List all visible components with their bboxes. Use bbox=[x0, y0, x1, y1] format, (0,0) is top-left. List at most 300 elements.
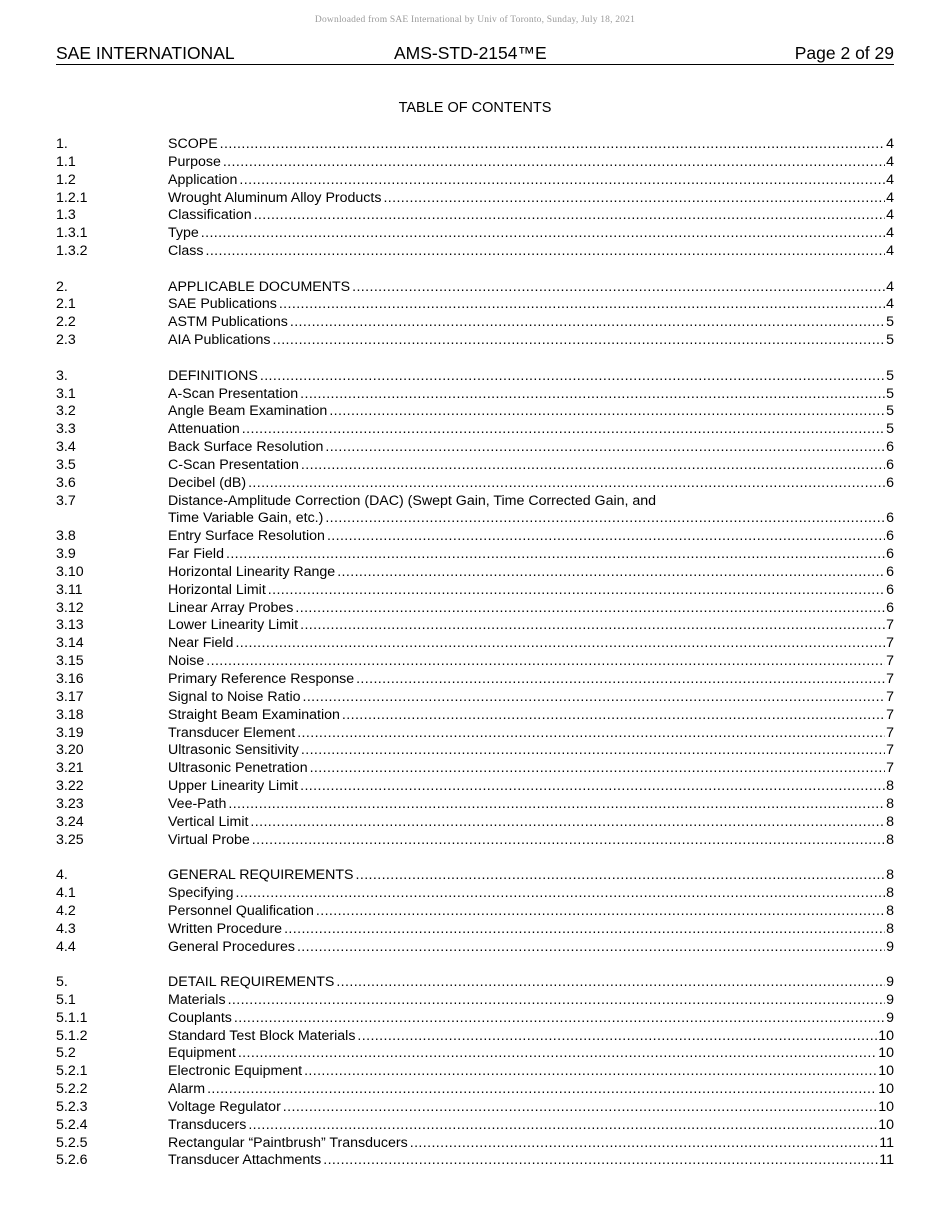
toc-entry-number: 5.1.2 bbox=[56, 1027, 88, 1044]
toc-dot-leader bbox=[238, 1045, 877, 1063]
toc-entry-title: Near Field bbox=[168, 635, 234, 652]
toc-entry-title: Virtual Probe bbox=[168, 831, 250, 848]
toc-entry-title: AIA Publications bbox=[168, 332, 271, 349]
toc-entry-page: 9 bbox=[886, 974, 894, 991]
toc-entry-page: 8 bbox=[886, 831, 894, 848]
toc-entry-number: 3.5 bbox=[56, 456, 76, 473]
toc-entry-title: Alarm bbox=[168, 1081, 206, 1098]
toc-entry-page: 7 bbox=[886, 635, 894, 652]
toc-entry-number: 2.2 bbox=[56, 314, 76, 331]
toc-entry[interactable] bbox=[56, 1099, 894, 1117]
toc-entry-title: Standard Test Block Materials bbox=[168, 1027, 356, 1044]
toc-entry-title: Rectangular “Paintbrush” Transducers bbox=[168, 1134, 408, 1151]
toc-entry-number: 3.14 bbox=[56, 635, 84, 652]
toc-dot-leader bbox=[279, 296, 885, 314]
toc-entry-number: 4.2 bbox=[56, 902, 76, 919]
toc-entry[interactable] bbox=[56, 368, 894, 386]
toc-entry-number: 1.2.1 bbox=[56, 189, 88, 206]
toc-entry-line bbox=[168, 154, 894, 172]
toc-entry-title: Linear Array Probes bbox=[168, 599, 294, 616]
toc-entry-line bbox=[168, 1063, 894, 1081]
toc-dot-leader bbox=[242, 421, 885, 439]
toc-entry-page: 4 bbox=[886, 171, 894, 188]
toc-entry-number: 5.1 bbox=[56, 991, 76, 1008]
table-of-contents bbox=[56, 136, 894, 1188]
toc-entry-page: 7 bbox=[886, 671, 894, 687]
toc-entry-line bbox=[168, 403, 894, 421]
toc-entry-page: 5 bbox=[886, 314, 894, 331]
toc-entry-continuation[interactable] bbox=[56, 510, 894, 528]
toc-entry-line bbox=[168, 1045, 894, 1063]
toc-entry-line bbox=[168, 582, 894, 600]
toc-entry[interactable] bbox=[56, 439, 894, 457]
toc-entry-title: Transducer Element bbox=[168, 724, 296, 741]
toc-entry-title: Specifying bbox=[168, 884, 234, 901]
toc-entry-line bbox=[168, 368, 894, 386]
toc-entry[interactable] bbox=[56, 332, 894, 350]
toc-dot-leader bbox=[342, 707, 885, 725]
toc-entry-line bbox=[168, 172, 894, 190]
toc-entry-line bbox=[168, 1010, 894, 1028]
toc-entry-number: 3.4 bbox=[56, 439, 76, 456]
toc-entry-title: APPLICABLE DOCUMENTS bbox=[168, 278, 351, 295]
toc-entry-line bbox=[168, 653, 894, 671]
toc-entry-page: 11 bbox=[879, 1134, 894, 1151]
toc-entry-page: 8 bbox=[886, 795, 894, 812]
toc-entry[interactable] bbox=[56, 742, 894, 760]
toc-entry-line bbox=[168, 332, 894, 350]
toc-entry-page: 9 bbox=[886, 991, 894, 1008]
toc-entry-page: 4 bbox=[886, 243, 894, 260]
toc-entry-number: 3.16 bbox=[56, 671, 84, 687]
toc-entry-title-continuation: Time Variable Gain, etc.) bbox=[168, 510, 324, 527]
toc-entry-number: 5.2.3 bbox=[56, 1098, 88, 1115]
toc-entry[interactable] bbox=[56, 582, 894, 600]
toc-entry-title: Transducers bbox=[168, 1116, 247, 1133]
toc-entry-line bbox=[168, 921, 894, 939]
toc-entry-title: General Procedures bbox=[168, 938, 295, 955]
toc-entry[interactable] bbox=[56, 974, 894, 992]
toc-entry-line bbox=[168, 832, 894, 850]
toc-entry-page: 9 bbox=[886, 1009, 894, 1026]
toc-entry-number: 3.10 bbox=[56, 563, 84, 580]
toc-section bbox=[56, 136, 894, 261]
toc-section bbox=[56, 279, 894, 350]
toc-entry[interactable] bbox=[56, 1010, 894, 1028]
toc-entry-number: 3. bbox=[56, 367, 68, 384]
toc-entry[interactable] bbox=[56, 885, 894, 903]
toc-entry[interactable] bbox=[56, 493, 894, 511]
toc-entry-page: 6 bbox=[886, 581, 894, 598]
toc-entry-line bbox=[168, 1152, 894, 1170]
toc-entry-line bbox=[168, 1081, 894, 1099]
toc-entry-title: Straight Beam Examination bbox=[168, 706, 340, 723]
toc-entry-line bbox=[168, 475, 894, 493]
toc-entry-title: Ultrasonic Penetration bbox=[168, 760, 308, 777]
toc-entry-title: Classification bbox=[168, 207, 252, 224]
toc-dot-leader bbox=[252, 832, 885, 850]
toc-entry-number: 1.2 bbox=[56, 171, 76, 188]
toc-entry-line bbox=[168, 136, 894, 154]
toc-entry-page: 4 bbox=[886, 189, 894, 206]
toc-entry-line bbox=[168, 600, 894, 618]
toc-entry-title: Electronic Equipment bbox=[168, 1063, 303, 1080]
toc-entry-page: 5 bbox=[886, 403, 894, 420]
toc-entry-title: Primary Reference Response bbox=[168, 671, 355, 687]
toc-dot-leader bbox=[295, 600, 885, 618]
toc-entry[interactable] bbox=[56, 296, 894, 314]
toc-entry-page: 7 bbox=[886, 742, 894, 759]
toc-entry[interactable] bbox=[56, 136, 894, 154]
toc-entry-page: 7 bbox=[886, 688, 894, 705]
toc-entry-page: 6 bbox=[886, 563, 894, 580]
header-doc-number: AMS-STD-2154™E bbox=[394, 43, 547, 63]
toc-entry-number: 1. bbox=[56, 136, 68, 152]
toc-dot-leader bbox=[356, 671, 885, 689]
toc-entry[interactable] bbox=[56, 457, 894, 475]
toc-entry[interactable] bbox=[56, 796, 894, 814]
toc-entry-page: 8 bbox=[886, 902, 894, 919]
toc-entry-line bbox=[168, 796, 894, 814]
page-header bbox=[56, 43, 894, 65]
toc-dot-leader bbox=[220, 136, 885, 154]
toc-entry[interactable] bbox=[56, 279, 894, 297]
toc-entry-line bbox=[168, 903, 894, 921]
toc-entry-line bbox=[168, 296, 894, 314]
toc-entry[interactable] bbox=[56, 939, 894, 957]
toc-section bbox=[56, 368, 894, 850]
toc-entry-page: 10 bbox=[878, 1027, 894, 1044]
toc-entry[interactable] bbox=[56, 1135, 894, 1153]
toc-entry-number: 3.17 bbox=[56, 688, 84, 705]
toc-entry[interactable] bbox=[56, 225, 894, 243]
toc-entry-number: 5.2.6 bbox=[56, 1152, 88, 1169]
toc-dot-leader bbox=[329, 403, 885, 421]
toc-dot-leader bbox=[260, 368, 885, 386]
toc-entry[interactable] bbox=[56, 1117, 894, 1135]
toc-entry-title: Angle Beam Examination bbox=[168, 403, 328, 420]
toc-entry-title: DEFINITIONS bbox=[168, 367, 258, 384]
toc-entry[interactable] bbox=[56, 653, 894, 671]
toc-dot-leader bbox=[201, 225, 885, 243]
toc-entry-page: 6 bbox=[886, 510, 894, 527]
toc-entry[interactable] bbox=[56, 617, 894, 635]
toc-dot-leader bbox=[300, 617, 885, 635]
toc-entry-page: 10 bbox=[878, 1063, 894, 1080]
toc-dot-leader bbox=[323, 1152, 878, 1170]
toc-entry-line bbox=[168, 439, 894, 457]
toc-entry-title: Entry Surface Resolution bbox=[168, 528, 325, 545]
toc-entry-line bbox=[168, 190, 894, 208]
toc-dot-leader bbox=[239, 172, 885, 190]
toc-entry-number: 3.11 bbox=[56, 581, 83, 598]
toc-entry-page: 7 bbox=[886, 617, 894, 634]
toc-entry-page: 11 bbox=[879, 1152, 894, 1169]
toc-entry-page: 7 bbox=[886, 653, 894, 670]
toc-entry-number: 3.23 bbox=[56, 795, 84, 812]
toc-entry[interactable] bbox=[56, 386, 894, 404]
toc-entry-page: 8 bbox=[886, 920, 894, 937]
toc-entry-page: 8 bbox=[886, 778, 894, 795]
toc-entry-line bbox=[168, 1028, 894, 1046]
toc-entry-title: GENERAL REQUIREMENTS bbox=[168, 867, 354, 884]
toc-entry-line bbox=[168, 421, 894, 439]
toc-dot-leader bbox=[325, 510, 885, 528]
toc-entry[interactable] bbox=[56, 725, 894, 743]
toc-entry[interactable] bbox=[56, 867, 894, 885]
toc-section bbox=[56, 867, 894, 956]
toc-dot-leader bbox=[410, 1135, 879, 1153]
toc-entry-page: 9 bbox=[886, 938, 894, 955]
toc-entry-title: DETAIL REQUIREMENTS bbox=[168, 974, 335, 991]
toc-dot-leader bbox=[352, 279, 885, 297]
toc-entry-line bbox=[168, 635, 894, 653]
toc-entry-line bbox=[168, 939, 894, 957]
toc-entry-number: 3.2 bbox=[56, 403, 76, 420]
toc-entry-page: 7 bbox=[886, 706, 894, 723]
toc-entry-title: Purpose bbox=[168, 153, 221, 170]
toc-dot-leader bbox=[207, 1081, 877, 1099]
toc-entry-title: Attenuation bbox=[168, 421, 240, 438]
toc-dot-leader bbox=[327, 528, 885, 546]
toc-entry-line bbox=[168, 1099, 894, 1117]
toc-dot-leader bbox=[234, 1010, 885, 1028]
toc-entry-title: Far Field bbox=[168, 546, 224, 563]
toc-dot-leader bbox=[254, 207, 886, 225]
toc-entry-line bbox=[168, 742, 894, 760]
toc-entry[interactable] bbox=[56, 1152, 894, 1170]
toc-entry-page: 7 bbox=[886, 760, 894, 777]
toc-entry[interactable] bbox=[56, 1028, 894, 1046]
toc-entry-title: Application bbox=[168, 171, 238, 188]
toc-entry[interactable] bbox=[56, 528, 894, 546]
toc-entry[interactable] bbox=[56, 635, 894, 653]
toc-dot-leader bbox=[297, 725, 885, 743]
toc-entry-line bbox=[168, 689, 894, 707]
toc-entry[interactable] bbox=[56, 760, 894, 778]
toc-entry-line bbox=[168, 760, 894, 778]
toc-entry-number: 3.12 bbox=[56, 599, 84, 616]
toc-entry-line bbox=[168, 279, 894, 297]
toc-entry-number: 3.19 bbox=[56, 724, 84, 741]
toc-entry-title: Type bbox=[168, 225, 199, 242]
toc-entry-number: 3.25 bbox=[56, 831, 84, 848]
toc-dot-leader bbox=[316, 903, 885, 921]
toc-entry-page: 4 bbox=[886, 136, 894, 152]
toc-dot-leader bbox=[226, 546, 885, 564]
toc-entry[interactable] bbox=[56, 207, 894, 225]
toc-entry-line bbox=[168, 867, 894, 885]
toc-entry-title: Horizontal Linearity Range bbox=[168, 563, 336, 580]
toc-dot-leader bbox=[297, 939, 885, 957]
toc-entry[interactable] bbox=[56, 671, 894, 689]
toc-dot-leader bbox=[300, 386, 885, 404]
toc-entry-page: 8 bbox=[886, 813, 894, 830]
toc-entry-page: 6 bbox=[886, 439, 894, 456]
toc-entry-line bbox=[168, 225, 894, 243]
toc-dot-leader bbox=[273, 332, 886, 350]
toc-entry[interactable] bbox=[56, 1063, 894, 1081]
toc-entry-number: 3.15 bbox=[56, 653, 84, 670]
toc-dot-leader bbox=[356, 867, 886, 885]
toc-entry-title: Class bbox=[168, 243, 204, 260]
toc-dot-leader bbox=[337, 564, 885, 582]
toc-entry[interactable] bbox=[56, 814, 894, 832]
toc-entry-number: 3.8 bbox=[56, 528, 76, 545]
toc-entry-title: Wrought Aluminum Alloy Products bbox=[168, 189, 382, 206]
toc-dot-leader bbox=[304, 1063, 877, 1081]
toc-dot-leader bbox=[250, 814, 885, 832]
toc-entry-title: Couplants bbox=[168, 1009, 232, 1026]
toc-entry-title: Noise bbox=[168, 653, 205, 670]
toc-entry-line bbox=[168, 510, 894, 528]
toc-entry-page: 4 bbox=[886, 278, 894, 295]
toc-entry-number: 3.24 bbox=[56, 813, 84, 830]
toc-dot-leader bbox=[283, 1099, 877, 1117]
toc-entry[interactable] bbox=[56, 421, 894, 439]
toc-dot-leader bbox=[300, 778, 885, 796]
toc-entry[interactable] bbox=[56, 403, 894, 421]
toc-entry-page: 10 bbox=[878, 1098, 894, 1115]
toc-entry[interactable] bbox=[56, 314, 894, 332]
toc-entry[interactable] bbox=[56, 190, 894, 208]
toc-entry-number: 4.1 bbox=[56, 884, 76, 901]
toc-entry-line bbox=[168, 617, 894, 635]
toc-entry[interactable] bbox=[56, 546, 894, 564]
toc-entry-page: 7 bbox=[886, 724, 894, 741]
toc-entry-page: 6 bbox=[886, 456, 894, 473]
toc-entry[interactable] bbox=[56, 475, 894, 493]
toc-entry-number: 3.18 bbox=[56, 706, 84, 723]
toc-entry-page: 4 bbox=[886, 225, 894, 242]
toc-entry[interactable] bbox=[56, 903, 894, 921]
toc-entry[interactable] bbox=[56, 600, 894, 618]
toc-entry-line bbox=[168, 207, 894, 225]
toc-entry-page: 8 bbox=[886, 884, 894, 901]
toc-entry-title: Lower Linearity Limit bbox=[168, 617, 299, 634]
toc-entry-title: Materials bbox=[168, 991, 226, 1008]
toc-entry-line bbox=[168, 314, 894, 332]
toc-entry-number: 3.1 bbox=[56, 385, 76, 402]
toc-entry-title: SCOPE bbox=[168, 136, 218, 152]
toc-entry-title: Decibel (dB) bbox=[168, 474, 247, 491]
toc-entry-title: Ultrasonic Sensitivity bbox=[168, 742, 299, 759]
toc-entry-line bbox=[168, 974, 894, 992]
toc-entry[interactable] bbox=[56, 564, 894, 582]
toc-entry-page: 4 bbox=[886, 207, 894, 224]
toc-dot-leader bbox=[235, 635, 885, 653]
toc-entry-page: 6 bbox=[886, 474, 894, 491]
toc-entry-title: Back Surface Resolution bbox=[168, 439, 324, 456]
toc-entry-page: 6 bbox=[886, 599, 894, 616]
toc-entry-number: 5.2.4 bbox=[56, 1116, 88, 1133]
toc-entry-title: SAE Publications bbox=[168, 296, 277, 313]
toc-entry-number: 5.2 bbox=[56, 1045, 76, 1062]
toc-entry-number: 4.4 bbox=[56, 938, 76, 955]
header-org: SAE INTERNATIONAL bbox=[56, 43, 235, 63]
toc-entry-title: Vertical Limit bbox=[168, 813, 249, 830]
toc-entry-page: 5 bbox=[886, 367, 894, 384]
toc-entry-title: Horizontal Limit bbox=[168, 581, 266, 598]
toc-entry-title: Voltage Regulator bbox=[168, 1098, 281, 1115]
toc-dot-leader bbox=[228, 796, 885, 814]
toc-entry-number: 1.3.2 bbox=[56, 243, 88, 260]
toc-entry[interactable] bbox=[56, 1045, 894, 1063]
toc-entry-line bbox=[168, 707, 894, 725]
toc-entry-number: 5.2.1 bbox=[56, 1063, 88, 1080]
toc-entry-number: 3.7 bbox=[56, 492, 76, 509]
toc-entry-page: 10 bbox=[878, 1081, 894, 1098]
toc-entry[interactable] bbox=[56, 832, 894, 850]
toc-entry-number: 1.3.1 bbox=[56, 225, 88, 242]
toc-entry-title: Equipment bbox=[168, 1045, 236, 1062]
toc-dot-leader bbox=[206, 653, 885, 671]
toc-entry-line bbox=[168, 814, 894, 832]
toc-entry-page: 4 bbox=[886, 296, 894, 313]
toc-entry-number: 3.20 bbox=[56, 742, 84, 759]
toc-entry-title: Personnel Qualification bbox=[168, 902, 314, 919]
toc-dot-leader bbox=[205, 243, 885, 261]
toc-entry-page: 10 bbox=[878, 1116, 894, 1133]
toc-dot-leader bbox=[310, 760, 886, 778]
toc-entry-line bbox=[168, 725, 894, 743]
toc-entry[interactable] bbox=[56, 172, 894, 190]
toc-entry-number: 4.3 bbox=[56, 920, 76, 937]
toc-entry-line bbox=[168, 1135, 894, 1153]
toc-entry-number: 3.21 bbox=[56, 760, 84, 777]
toc-entry[interactable] bbox=[56, 707, 894, 725]
toc-entry-number: 1.1 bbox=[56, 153, 76, 170]
toc-entry-number: 5.1.1 bbox=[56, 1009, 88, 1026]
toc-dot-leader bbox=[383, 190, 885, 208]
toc-entry[interactable] bbox=[56, 992, 894, 1010]
toc-entry-page: 10 bbox=[878, 1045, 894, 1062]
toc-entry[interactable] bbox=[56, 154, 894, 172]
toc-entry-number: 3.13 bbox=[56, 617, 84, 634]
toc-entry[interactable] bbox=[56, 921, 894, 939]
toc-entry-number: 2. bbox=[56, 278, 68, 295]
toc-entry-number: 3.3 bbox=[56, 421, 76, 438]
toc-dot-leader bbox=[303, 689, 886, 707]
toc-entry-line bbox=[168, 564, 894, 582]
toc-entry-line bbox=[168, 671, 894, 689]
watermark: Downloaded from SAE International by Univ of Toronto, Sunday, July 18, 2021 bbox=[314, 15, 636, 25]
toc-entry[interactable] bbox=[56, 778, 894, 796]
toc-entry[interactable] bbox=[56, 243, 894, 261]
toc-entry[interactable] bbox=[56, 689, 894, 707]
toc-dot-leader bbox=[235, 885, 885, 903]
toc-dot-leader bbox=[357, 1028, 877, 1046]
toc-entry-number: 3.6 bbox=[56, 474, 76, 491]
toc-dot-leader bbox=[290, 314, 885, 332]
toc-section bbox=[56, 974, 894, 1170]
toc-dot-leader bbox=[228, 992, 886, 1010]
toc-entry-title: Distance-Amplitude Correction (DAC) (Swept Gain, Time Corrected Gain, and bbox=[168, 492, 657, 509]
toc-dot-leader bbox=[284, 921, 885, 939]
toc-entry-line bbox=[168, 457, 894, 475]
toc-entry-title: Upper Linearity Limit bbox=[168, 778, 299, 795]
toc-entry-number: 3.22 bbox=[56, 778, 84, 795]
toc-entry-line bbox=[168, 546, 894, 564]
toc-entry-number: 5. bbox=[56, 974, 68, 991]
toc-dot-leader bbox=[325, 439, 885, 457]
toc-entry-title: Vee-Path bbox=[168, 795, 227, 812]
toc-dot-leader bbox=[336, 974, 885, 992]
toc-entry-number: 5.2.2 bbox=[56, 1081, 88, 1098]
toc-entry[interactable] bbox=[56, 1081, 894, 1099]
toc-entry-title: Signal to Noise Ratio bbox=[168, 688, 301, 705]
toc-entry-page: 4 bbox=[886, 153, 894, 170]
